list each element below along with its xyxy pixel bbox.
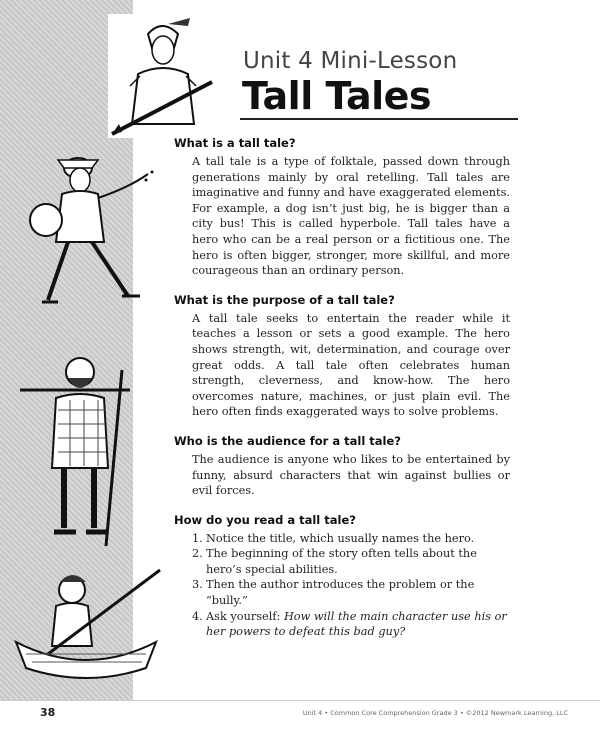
section-question: What is the purpose of a tall tale? — [174, 292, 395, 307]
step-text: Then the author introduces the problem or the “bully.” — [206, 578, 475, 608]
list-item — [192, 577, 510, 608]
section-audience — [174, 432, 510, 499]
step-number: 1. — [192, 531, 203, 545]
footer-credit: Unit 4 • Common Core Comprehension Grade 3 • ©2012 Newmark Learning, LLC — [302, 709, 568, 717]
step-text: Notice the title, which usually names the hero. — [206, 531, 475, 545]
frontiersman-illustration — [108, 14, 216, 138]
section-what-is — [174, 134, 510, 279]
footer-divider — [0, 700, 600, 701]
lesson-content — [174, 134, 510, 652]
step-text — [206, 609, 510, 640]
step-lead: Ask yourself: — [206, 609, 284, 623]
section-body: A tall tale seeks to entertain the reader while it teaches a lesson or sets a good example. The hero shows strength, wit, determination, and courage over great odds. A tall tale often celebrates human strength, cleverness, and know-how. The hero overcomes nature, machines, or just plain evil. The hero often finds exaggerated ways to solve problems. — [192, 311, 510, 419]
step-question-italic: How will the main character use his or her powers to defeat this bad guy? — [206, 609, 507, 639]
section-question: What is a tall tale? — [174, 136, 296, 150]
title-divider — [240, 118, 518, 120]
page-number: 38 — [40, 706, 56, 719]
section-body: The audience is anyone who likes to be entertained by funny, absurd characters that win against bullies or evil forces. — [192, 452, 510, 498]
section-question: How do you read a tall tale? — [174, 512, 356, 527]
reading-steps-list — [192, 531, 510, 640]
step-number: 2. — [192, 547, 203, 561]
girl-in-canoe-illustration — [10, 560, 170, 700]
lesson-subtitle: Unit 4 Mini-Lesson — [243, 48, 458, 74]
step-text: The beginning of the story often tells about the hero’s special abilities. — [206, 547, 477, 576]
step-number: 4. — [192, 609, 203, 623]
page-title: Tall Tales — [242, 74, 432, 118]
list-item — [192, 546, 510, 577]
list-item — [192, 609, 510, 640]
lumberjack-illustration — [10, 350, 140, 550]
section-body: A tall tale is a type of folktale, passed down through generations mainly by oral retelling. Tall tales are imaginative and funny and have exaggerated elements. For example, a dog isn’t just big, he is bigger than a city bus! This is called hyperbole. Tall tales have a hero who can be a real person or a fictitious one. The hero is often bigger, stronger, more skillful, and more courageous than an ordinary person. — [192, 155, 510, 278]
step-number: 3. — [192, 578, 203, 592]
section-how-to-read — [174, 511, 510, 640]
list-item — [192, 531, 510, 547]
walking-sower-illustration — [18, 150, 160, 322]
section-purpose — [174, 291, 510, 420]
section-question: Who is the audience for a tall tale? — [174, 433, 401, 448]
